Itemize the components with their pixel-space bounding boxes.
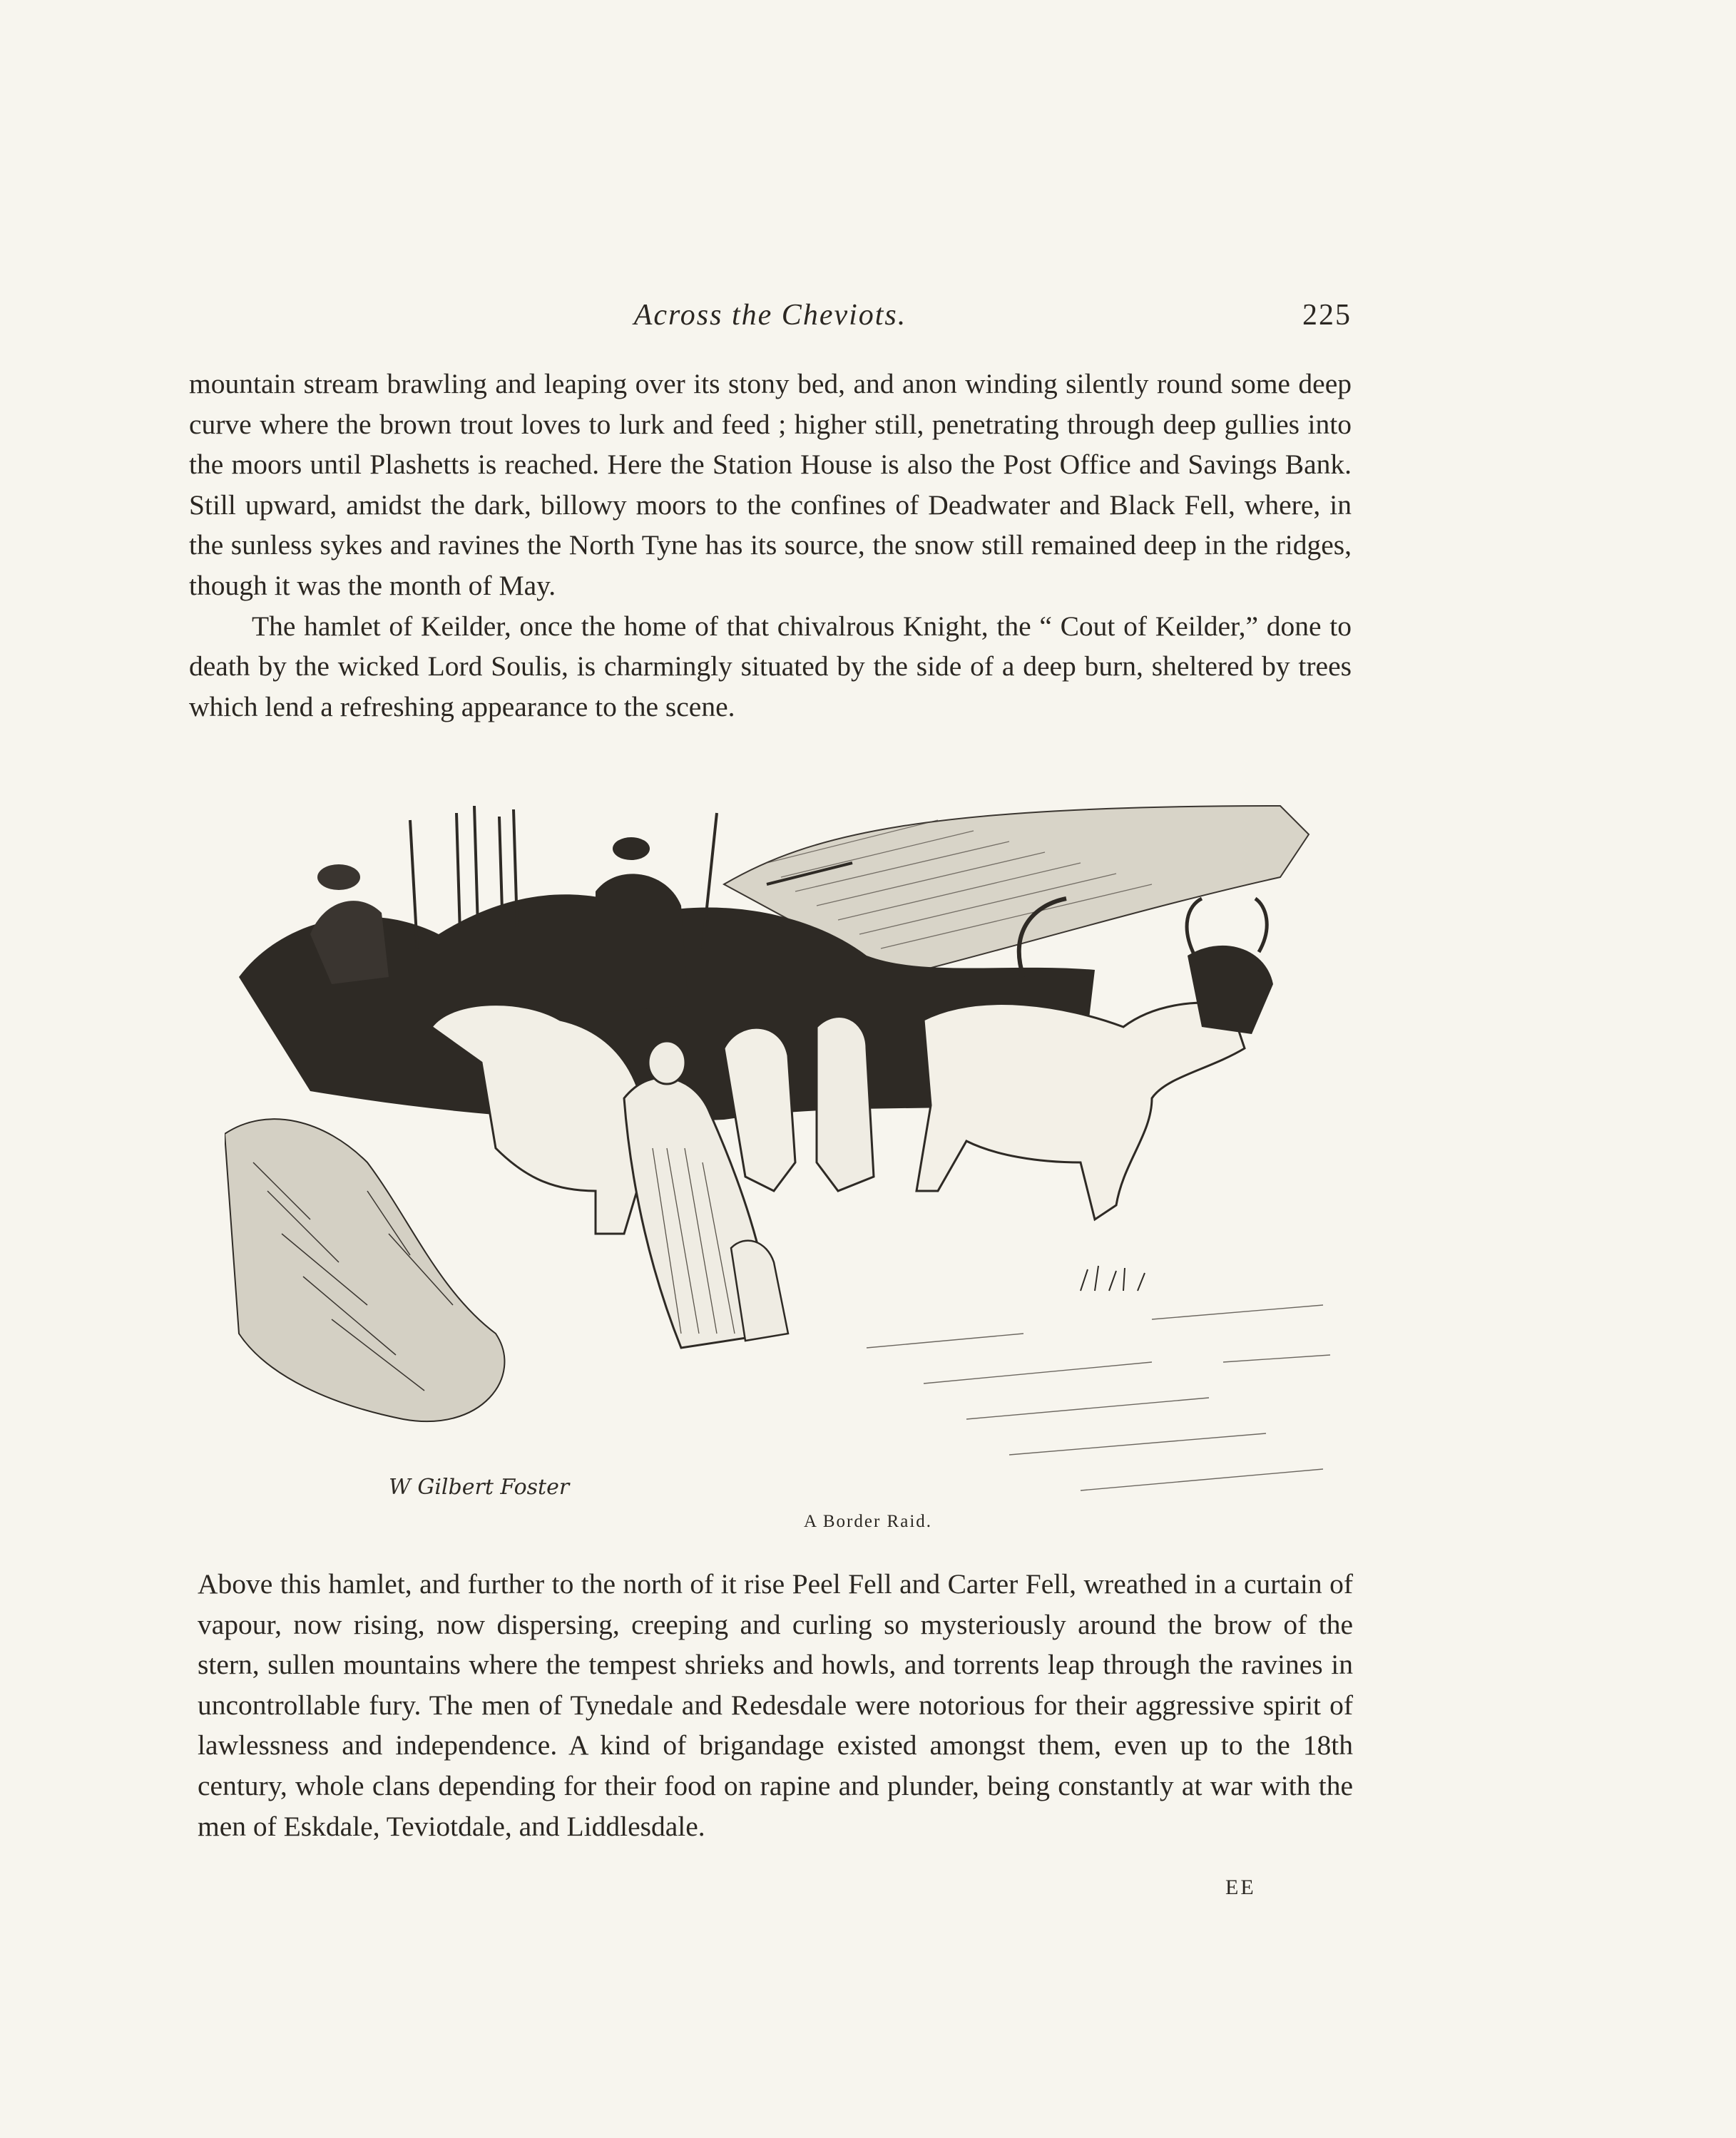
svg-text:W Gilbert Foster: W Gilbert Foster xyxy=(389,1475,570,1500)
page-number: 225 xyxy=(1302,299,1352,332)
running-title: Across the Cheviots. xyxy=(633,299,907,332)
border-raid-illustration xyxy=(225,792,1337,1519)
signature-mark: EE xyxy=(1225,1876,1256,1899)
paragraph: mountain stream brawling and leaping over its stony bed, and anon winding silently round some deep curve where the brown trout loves to lurk and feed ; higher still, penetrating through deep gullies into the moors until Plashetts is reached. Here the Station House is also the Post Office and Savings Bank. Still upward, amidst the dark, billowy moors to the confines of Deadwater and Black Fell, where, in the sunless sykes and ravines the North Tyne has its source, the snow still remained deep in the ridges, though it was the month of May. xyxy=(189,368,1352,601)
paragraph: The hamlet of Keilder, once the home of that chivalrous Knight, the “ Cout of Keilder,” done to death by the wicked Lord Soulis, is charmingly situated by the side of a deep burn, sheltered by trees which lend a refreshing appearance to the scene. xyxy=(189,610,1352,722)
page-header xyxy=(189,298,1352,341)
top-text xyxy=(189,364,1352,727)
bottom-text xyxy=(198,1564,1353,1846)
paragraph: Above this hamlet, and further to the north of it rise Peel Fell and Carter Fell, wreathed in a curtain of vapour, now rising, now dispersing, creeping and curling so mysteriously around the brow of the stern, sullen mountains where the tempest shrieks and howls, and torrents leap through the ravines in uncontrollable fury. The men of Tynedale and Redesdale were notorious for their aggressive spirit of lawlessness and independence. A kind of brigandage existed amongst them, even up to the 18th century, whole clans depending for their food on rapine and plunder, being constantly at war with the men of Eskdale, Teviotdale, and Liddlesdale. xyxy=(198,1568,1353,1842)
illustration-caption: A Border Raid. xyxy=(803,1512,933,1531)
